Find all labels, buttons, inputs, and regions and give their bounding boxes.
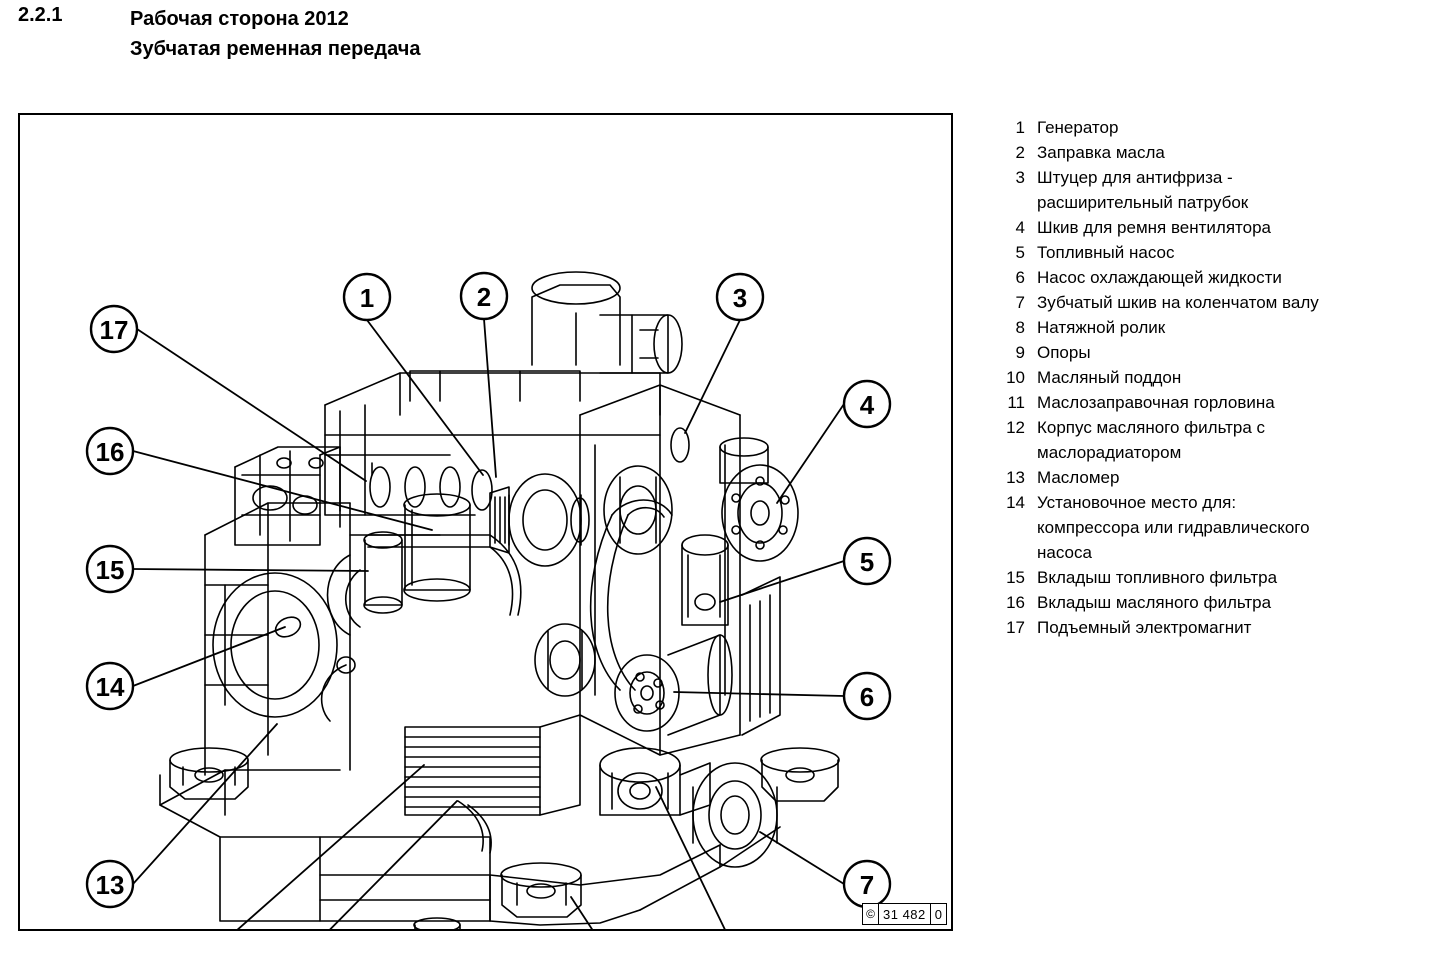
legend-item-label-line: расширительный патрубок — [1037, 193, 1249, 212]
callout-marker — [461, 273, 507, 319]
legend-item — [995, 140, 1440, 165]
cylinder-head — [325, 371, 689, 515]
legend-item-number: 10 — [1006, 368, 1025, 387]
legend-item-number: 1 — [1015, 118, 1025, 137]
legend-item-label — [1025, 215, 1271, 240]
drawing-number: 31 482 — [879, 904, 931, 924]
coolant-expansion-connector — [720, 438, 768, 483]
legend-item — [995, 390, 1440, 415]
legend-item-label — [1025, 240, 1174, 265]
callout-number: 6 — [859, 682, 875, 712]
legend-item-number: 4 — [1015, 218, 1025, 237]
legend-item — [995, 290, 1440, 315]
callout-marker — [87, 546, 133, 592]
legend-item-number: 12 — [1006, 418, 1025, 437]
figure-frame — [18, 113, 953, 931]
legend-item-label-line: Вкладыш топливного фильтра — [1037, 568, 1278, 587]
crank-flange — [693, 763, 777, 867]
section-number: 2.2.1 — [18, 4, 63, 26]
camshaft-pulley — [604, 466, 672, 554]
legend-item-label-line: Масляный поддон — [1037, 368, 1182, 387]
page-header — [18, 4, 998, 64]
legend-item-label-line: Вкладыш масляного фильтра — [1037, 593, 1272, 612]
legend-item-label-line: Шкив для ремня вентилятора — [1037, 218, 1271, 237]
legend-item-label-line: Заправка масла — [1037, 143, 1165, 162]
legend-item-label-line: Маслозаправочная горловина — [1037, 393, 1275, 412]
callout-marker — [844, 538, 890, 584]
legend-item-label — [1025, 140, 1165, 165]
callout-marker — [91, 306, 137, 352]
callout-number: 4 — [859, 390, 875, 420]
callout-marker — [717, 274, 763, 320]
legend-item — [995, 565, 1440, 590]
copyright-symbol: © — [863, 904, 879, 924]
legend-item-number: 2 — [1015, 143, 1025, 162]
callout-marker — [844, 673, 890, 719]
legend-item — [995, 165, 1440, 215]
pipes-and-hoses — [322, 463, 521, 853]
legend-item — [995, 590, 1440, 615]
legend-item-label — [1025, 390, 1275, 415]
legend-item-number: 16 — [1006, 593, 1025, 612]
legend-item-label — [1025, 565, 1277, 590]
fan-belt-pulley — [722, 465, 798, 561]
legend-item-number: 15 — [1006, 568, 1025, 587]
legend-item-label — [1025, 290, 1319, 315]
callout-marker — [87, 861, 133, 907]
legend-item-number: 11 — [1007, 393, 1025, 412]
section-title-line-2: Зубчатая ременная передача — [130, 38, 421, 60]
legend-list — [995, 115, 1440, 640]
timing-belt-cover — [580, 385, 740, 755]
intake-elbow — [532, 272, 682, 373]
callout-number: 16 — [95, 437, 125, 467]
engine-technical-drawing — [20, 115, 951, 929]
legend-item-number: 13 — [1006, 468, 1025, 487]
legend-item-label — [1025, 265, 1282, 290]
legend-item — [995, 615, 1440, 640]
legend-item — [995, 115, 1440, 140]
callout-marker — [844, 861, 890, 907]
legend-item-label-line: маслорадиатором — [1037, 443, 1182, 462]
callout-number: 5 — [859, 547, 875, 577]
legend-item-number: 6 — [1015, 268, 1025, 287]
drawing-copyright-box — [862, 903, 947, 925]
callout-number: 14 — [95, 672, 125, 702]
legend-item-label — [1025, 465, 1119, 490]
engine-cylinder-fins — [405, 715, 580, 815]
engine-mount-front — [501, 863, 581, 917]
legend-item — [995, 465, 1440, 490]
legend-item-number: 5 — [1015, 243, 1025, 262]
legend-item — [995, 340, 1440, 365]
legend-item-label-line: Насос охлаждающей жидкости — [1037, 268, 1282, 287]
legend-item-label — [1025, 415, 1265, 465]
crankshaft-toothed-pulley — [615, 655, 679, 731]
legend-item-label — [1025, 115, 1118, 140]
legend-item-label — [1025, 615, 1251, 640]
legend-item-label-line: Натяжной ролик — [1037, 318, 1166, 337]
legend-item — [995, 415, 1440, 465]
legend-item-label-line: Зубчатый шкив на коленчатом валу — [1037, 293, 1319, 312]
idler-pulley — [535, 624, 595, 696]
legend-item-number: 14 — [1006, 493, 1025, 512]
fuel-pump — [682, 535, 728, 625]
legend-item — [995, 265, 1440, 290]
legend-item-label — [1025, 340, 1091, 365]
callout-number: 1 — [359, 283, 375, 313]
legend-item-label-line: Корпус масляного фильтра с — [1037, 418, 1266, 437]
legend-item-label-line: насоса — [1037, 543, 1092, 562]
drawing-revision: 0 — [934, 906, 942, 922]
legend-item-number: 17 — [1006, 618, 1025, 637]
callout-number: 17 — [99, 315, 129, 345]
legend-item-label-line: Опоры — [1037, 343, 1091, 362]
legend-item-label-line: Штуцер для антифриза - — [1037, 168, 1233, 187]
callout-marker — [344, 274, 390, 320]
legend-item-number: 9 — [1015, 343, 1025, 362]
legend-item-label — [1025, 490, 1310, 565]
callout-number: 3 — [732, 283, 748, 313]
legend-item-label — [1025, 315, 1165, 340]
callout-number: 7 — [859, 870, 875, 900]
legend-item-number: 8 — [1015, 318, 1025, 337]
legend-item — [995, 240, 1440, 265]
callout-marker — [844, 381, 890, 427]
fuel-filter-cartridge — [364, 532, 402, 613]
side-panel — [742, 577, 780, 735]
callout-marker — [87, 428, 133, 474]
legend-item-label-line: Топливный насос — [1037, 243, 1175, 262]
legend-item — [995, 215, 1440, 240]
callout-marker — [87, 663, 133, 709]
callout-number: 13 — [95, 870, 125, 900]
legend-item-number: 7 — [1015, 293, 1025, 312]
callout-number: 2 — [476, 282, 492, 312]
legend-item-label — [1025, 590, 1271, 615]
legend-item-label-line: Генератор — [1037, 118, 1119, 137]
callout-number: 15 — [95, 555, 125, 585]
legend-item — [995, 315, 1440, 340]
alternator — [490, 474, 589, 566]
legend-item-label-line: Подъемный электромагнит — [1037, 618, 1252, 637]
engine-mount-left — [170, 748, 248, 799]
legend-item-label — [1025, 365, 1181, 390]
legend-item — [995, 365, 1440, 390]
legend-item-number: 3 — [1015, 168, 1025, 187]
legend-item-label-line: компрессора или гидравлического — [1037, 518, 1310, 537]
legend-item — [995, 490, 1440, 565]
section-title-line-1: Рабочая сторона 2012 — [130, 8, 349, 30]
legend-item-label-line: Масломер — [1037, 468, 1120, 487]
section-titles — [130, 4, 421, 64]
legend-item-label-line: Установочное место для: — [1037, 493, 1237, 512]
legend-item-label — [1025, 165, 1248, 215]
